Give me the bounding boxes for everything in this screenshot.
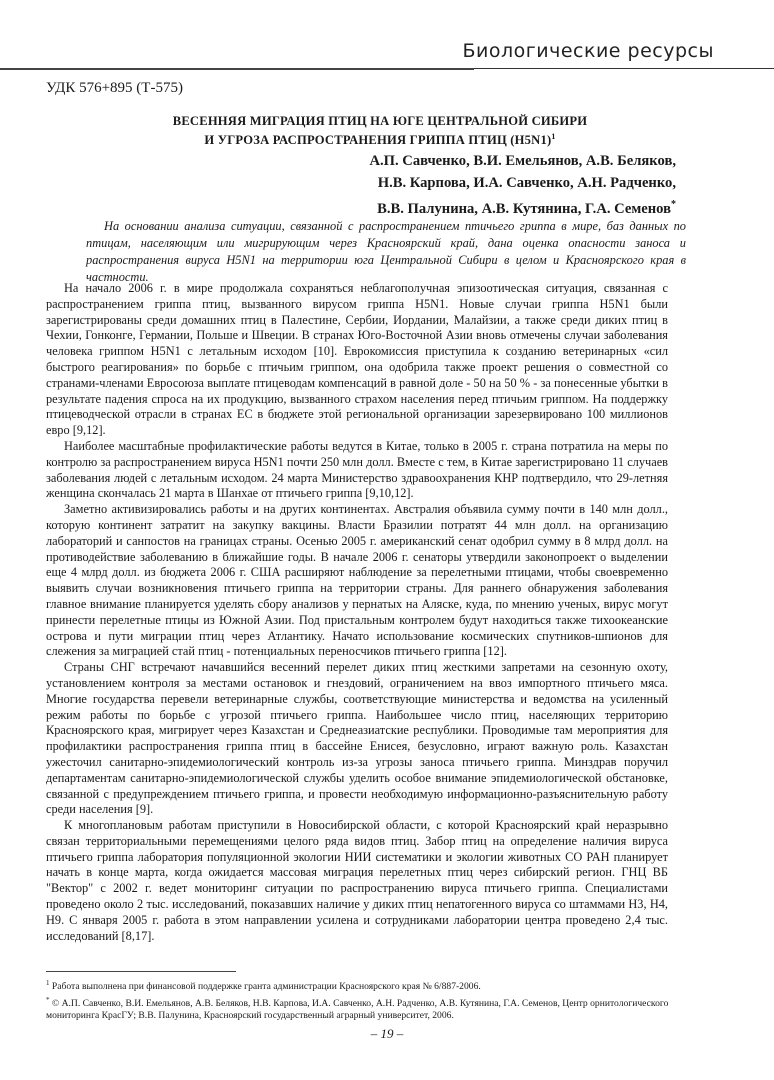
authors — [156, 150, 676, 220]
article-title-line-1: ВЕСЕННЯЯ МИГРАЦИЯ ПТИЦ НА ЮГЕ ЦЕНТРАЛЬНОЙ СИБИРИ — [172, 114, 588, 128]
authors-line-3: В.В. Палунина, А.В. Кутянина, Г.А. Семенов* — [377, 199, 676, 217]
header-rule-thick — [0, 68, 474, 70]
article-body — [46, 281, 668, 944]
footnotes — [46, 977, 682, 1023]
paragraph: Страны СНГ встречают начавшийся весенний перелет диких птиц жесткими запретами на сезонную охоту, установлением контроля за местами остановок и гнездовий, ограничением на ввоз импортного птичьего мяса. Многие государства перевели ветеринарные службы, соответствующие министерства и ведомства на усиленный режим работы по борьбе с угрозой птичьего гриппа. Наибольшее число птиц, населяющих территорию Красноярского края, мигрирует через Казахстан и Среднеазиатские республики. Проводимые там мероприятия для профилактики распространения гриппа птиц в бассейне Енисея, безусловно, играют важную роль. Казахстан ужесточил санитарно-эпидемиологический контроль из-за угрозы заноса птичьего гриппа. Минздрав поручил департаментам санитарно-эпидемиологической службы уделить особое внимание эпидемиологической обстановке, связанной с предупреждением птичьего гриппа, и провести необходимую информационно-разъяснительную работу среди населения [9]. — [46, 660, 668, 817]
journal-section-title: Биологические ресурсы — [462, 40, 714, 62]
paragraph: На начало 2006 г. в мире продолжала сохраняться неблагополучная эпизоотическая ситуация, связанная с распространением гриппа птиц, вызванного вирусом гриппа H5N1. Новые случаи гриппа H5N1 были зарегистрированы среди домашних птиц в Палестине, Сербии, Иордании, Малайзии, а также среди диких птиц в Чехии, Гонконге, Германии, Польше и Швеции. В странах Юго-Восточной Азии вновь отмечены случаи заболевания человека гриппом H5N1 с летальным исходом [10]. Еврокомиссия приступила к созданию ветеринарных «сил быстрого реагирования» по борьбе с птичьим гриппом, она одобрила также проект решения о совместной со странами-членами Евросоюза выплате птицеводам компенсаций в равной доле - 50 на 50 % - за понесенные убытки в результате падения спроса на их продукцию, вызванного страхом населения перед птичьим гриппом. На поддержку птицеводческой отрасли в странах ЕС в бюджете этой региональной организации зарезервировано 100 миллионов евро [9,12]. — [46, 281, 668, 438]
title-footnote-mark: 1 — [551, 132, 556, 141]
page-number: – 19 – — [370, 1026, 404, 1041]
paragraph: Наиболее масштабные профилактические работы ведутся в Китае, только в 2005 г. страна потратила на меры по контролю за распространением вируса H5N1 почти 250 млн долл. Вместе с тем, в Китае зарегистрировано 11 случаев заболевания людей с летальным исходом. 24 марта Министерство здравоохранения КНР подтвердило, что 29-летняя женщина скончалась 21 марта в Шанхае от птичьего гриппа [9,10,12]. — [46, 438, 668, 501]
footnote-divider — [46, 971, 236, 972]
authors-line-1: А.П. Савченко, В.И. Емельянов, А.В. Беляков, — [369, 153, 676, 169]
article-title-line-2: И УГРОЗА РАСПРОСТРАНЕНИЯ ГРИППА ПТИЦ $(H5N1)^1$ — [204, 132, 556, 148]
udk-code: УДК 576+895 (Т-575) — [46, 80, 183, 96]
authors-footnote-mark: * — [671, 199, 676, 210]
authors-line-2: Н.В. Карпова, И.А. Савченко, А.Н. Радченко, — [377, 175, 676, 191]
paragraph: Заметно активизировались работы и на других континентах. Австралия объявила сумму почти в 140 млн долл., которую континент затратит на закупку вакцины. Власти Бразилии потратят 44 млн долл. на организацию лабораторий и санпостов на границах страны. Осенью 2005 г. американский сенат одобрил сумму в 8 млрд долл. на противодействие заболеванию в ближайшие годы. В начале 2006 г. сенаторы утвердили законопроект о выделении еще 4 млрд долл. из бюджета 2006 г. США расширяют наблюдение за перелетными птицами, чтобы своевременно выявить случаи возникновения птичьего гриппа на территории страны. Для раннего обнаружения заболевания главное внимание планируется уделять сбору анализов у пернатых на Аляске, куда, по мнению ученых, вирус могут принести перелетные птицы из Южной Азии. Под пристальным контролем будут находиться также тихоокеанские острова и пути миграции птиц через Атлантику. Начато использование космических спутников-шпионов для слежения за миграцией стай птиц - потенциальных переносчиков птичьего гриппа [12]. — [46, 502, 668, 659]
footnote: $^1$ Работа выполнена при финансовой поддержке гранта администрации Красноярского края № 6/887-2006. — [46, 979, 481, 993]
abstract: На основании анализа ситуации, связанной с распространением птичьего гриппа в мире, баз данных по птицам, населяющим или мигрирующим через Красноярский край, дана оценка опасности заноса и распространения вируса H5N1 на территории юга Центральной Сибири в целом и Красноярского края в частности. — [86, 219, 686, 284]
footnote: * © А.П. Савченко, В.И. Емельянов, А.В. Беляков, Н.В. Карпова, И.А. Савченко, А.Н. Радченко, А.В. Кутянина, Г.А. Семенов, Центр орнитологического мониторинга КрасГУ; В.В. Палунина, Красноярский государственный аграрный университет, 2006. — [46, 995, 669, 1022]
paragraph: К многоплановым работам приступили в Новосибирской области, с которой Красноярский край неразрывно связан территориальными перемещениями целого ряда видов птиц. Забор птиц на определение наличия вируса птичьего гриппа лаборатория популяционной экологии НИИ систематики и экологии животных СО РАН планирует начать в конце марта, когда ожидается массовая миграция перелетных птиц через сибирский регион. ГНЦ ВБ "Вектор" с 2002 г. ведет мониторинг ситуации по распространению вируса птичьего гриппа. Специалистами проведено около 2 тыс. исследований, показавших наличие у диких птиц непатогенного вируса со штаммами H3, H4, H9. С января 2005 г. работа в этом направлении усилена и сотрудниками лаборатории центра проведено 2,4 тыс. исследований [8,17]. — [46, 818, 668, 943]
article-title — [100, 113, 660, 148]
